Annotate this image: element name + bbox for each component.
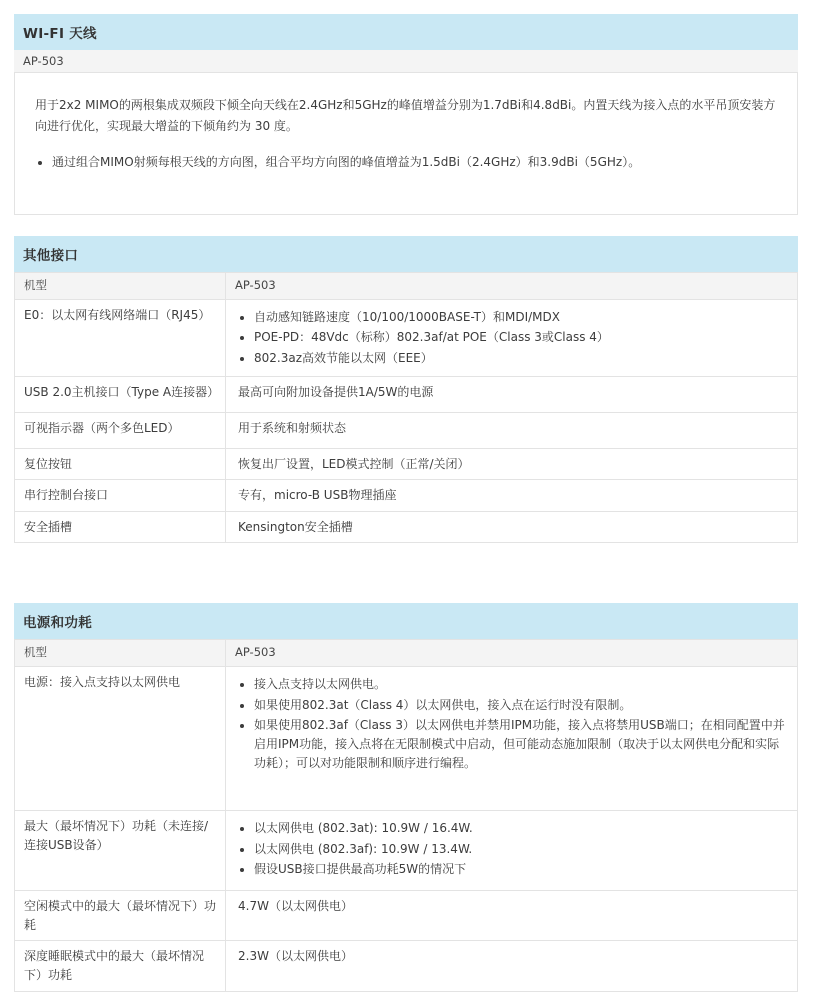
spec-value [226,299,798,376]
spec-value: 用于系统和射频状态 [226,412,798,448]
spec-value [226,811,798,891]
spec-label: 安全插槽 [15,511,226,543]
table-row [15,811,798,891]
spec-bullet-list [238,819,785,879]
table-row [15,891,798,941]
spec-bullet-list [238,675,785,772]
spec-label: USB 2.0主机接口（Type A连接器） [15,376,226,412]
spec-label: 复位按钮 [15,448,226,480]
spec-label: E0：以太网有线网络端口（RJ45） [15,299,226,376]
spec-bullet: • 如果使用802.3at（Class 4）以太网供电，接入点在运行时没有限制。 [254,696,785,715]
table-row [15,412,798,448]
spec-value: Kensington安全插槽 [226,511,798,543]
other-interfaces-table [14,272,798,543]
antenna-bullet-list [35,152,777,173]
spec-label: 串行控制台接口 [15,480,226,512]
spec-label: 最大（最坏情况下）功耗（未连接/连接USB设备） [15,811,226,891]
spec-label: 电源：接入点支持以太网供电 [15,667,226,811]
spec-bullet: • 自动感知链路速度（10/100/1000BASE-T）和MDI/MDX [254,308,785,327]
spec-value: 2.3W（以太网供电） [226,941,798,991]
spec-value: 最高可向附加设备提供1A/5W的电源 [226,376,798,412]
wifi-antenna-model-label: AP-503 [14,50,798,73]
wifi-antenna-description [14,73,798,215]
spec-bullet: • 802.3az高效节能以太网（EEE） [254,349,785,368]
wifi-antenna-section-title: WI-FI 天线 [14,14,798,50]
table-row [15,511,798,543]
model-column-header: 机型 [15,640,226,667]
section-other-interfaces [14,236,798,543]
table-row [15,480,798,512]
other-interfaces-section-title: 其他接口 [14,236,798,272]
spec-label: 深度睡眠模式中的最大（最坏情况下）功耗 [15,941,226,991]
spec-bullet: • 以太网供电 (802.3at): 10.9W / 16.4W. [254,819,785,838]
spec-bullet: • POE-PD：48Vdc（标称）802.3af/at POE（Class 3或Class 4） [254,328,785,347]
antenna-paragraph: 用于2x2 MIMO的两根集成双频段下倾全向天线在2.4GHz和5GHz的峰值增益分别为1.7dBi和4.8dBi。内置天线为接入点的水平吊顶安装方向进行优化，实现最大增益的下倾角约为 30 度。 [35,98,776,134]
spec-value: 专有，micro-B USB物理插座 [226,480,798,512]
spec-bullet: • 假设USB接口提供最高功耗5W的情况下 [254,860,785,879]
table-row [15,448,798,480]
spec-bullet-list [238,308,785,368]
table-header-row [15,273,798,300]
table-row [15,941,798,991]
section-power-consumption [14,603,798,991]
spec-label: 空闲模式中的最大（最坏情况下）功耗 [15,891,226,941]
model-column-value: AP-503 [226,273,798,300]
section-wifi-antenna [14,14,798,215]
model-column-value: AP-503 [226,640,798,667]
power-table [14,639,798,991]
table-row [15,667,798,811]
spec-value: 4.7W（以太网供电） [226,891,798,941]
table-row [15,299,798,376]
spec-value: 恢复出厂设置，LED模式控制（正常/关闭） [226,448,798,480]
spec-bullet: • 以太网供电 (802.3af): 10.9W / 13.4W. [254,840,785,859]
spec-bullet: • 接入点支持以太网供电。 [254,675,785,694]
spec-value [226,667,798,811]
table-header-row [15,640,798,667]
model-column-header: 机型 [15,273,226,300]
table-row [15,376,798,412]
power-section-title: 电源和功耗 [14,603,798,639]
antenna-bullet: • 通过组合MIMO射频每根天线的方向图，组合平均方向图的峰值增益为1.5dBi（2.4GHz）和3.9dBi（5GHz）。 [52,152,777,173]
spec-bullet: • 如果使用802.3af（Class 3）以太网供电并禁用IPM功能，接入点将禁用USB端口；在相同配置中并启用IPM功能，接入点将在无限制模式中启动，但可能动态施加限制（取决于以太网供电分配和实际功耗）；可以对功能限制和顺序进行编程。 [254,716,785,772]
spec-label: 可视指示器（两个多色LED） [15,412,226,448]
